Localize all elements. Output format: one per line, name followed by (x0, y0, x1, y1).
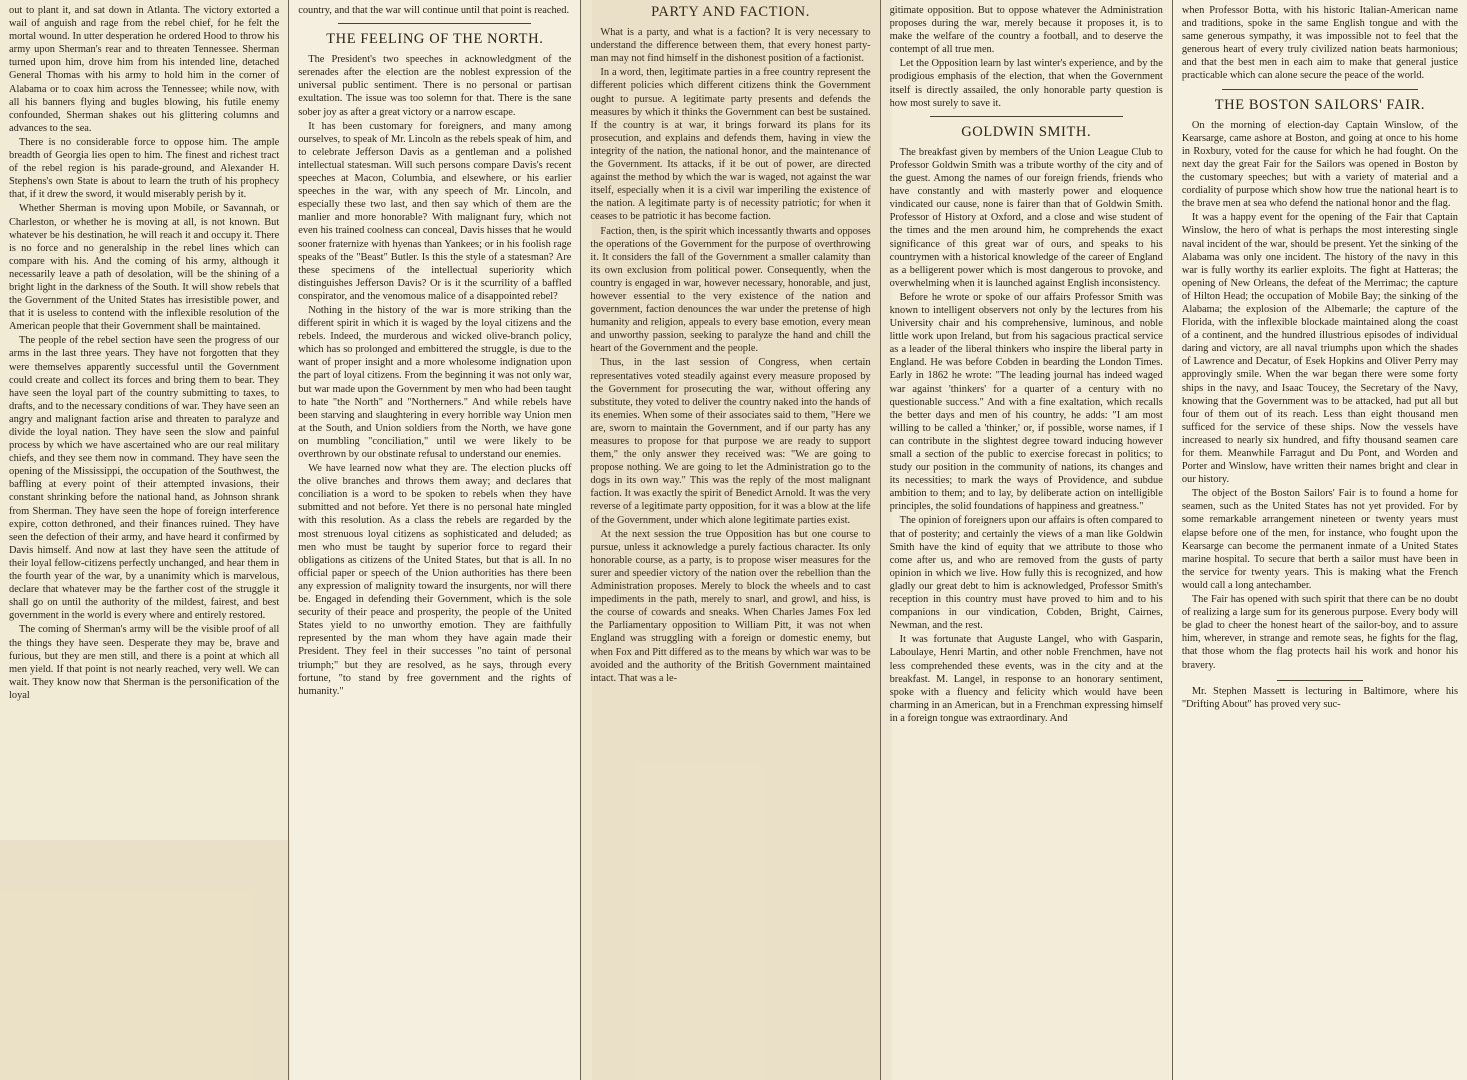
section-rule (1222, 89, 1418, 90)
paragraph: In a word, then, legitimate parties in a free country represent the different policies which different citizens think the Government ought to pursue. A legitimate party presents and defends the measures by which it thinks the Government can best be sustained. If the country is at war, it brings forward its plans for its prosecution, and explains and defends them, having in view the integrity of the nation, the national honor, and the maintenance of the Government. Its attacks, if it be out of power, are directed against the method by which the war is waged, not against the war itself, especially when it is a civil war imperiling the existence of the nation. A legitimate party is of necessity patriotic; for when it ceases to be patriotic it has become faction. (590, 67, 871, 223)
paragraph: The Fair has opened with such spirit that there can be no doubt of realizing a large sum for its generous purpose. Every body will be glad to cheer the honest heart of the sailor-boy, and to assure him, wherever, in strange and remote seas, he fights for the flag, that those whom the flag protects hail his work and honor his bravery. (1181, 594, 1459, 671)
paragraph: On the morning of election-day Captain Winslow, of the Kearsarge, came ashore at Boston, and going at once to his home in Roxbury, voted for the cause for which he had fought. On the next day the great Fair for the Sailors was opened in Boston by the customary speeches; but with a variety of material and a cordiality of purpose which show how true the national heart is to the brave men at sea who defend the national honor and the flag. (1181, 119, 1459, 210)
paragraph: when Professor Botta, with his historic Italian-American name and traditions, spoke in the same English tongue and with the same generous sympathy, it was impossible not to feel that the generous heart of every truly civilized nation beats harmonious; and that the best men in each aim to make that general justice practicable which can alone secure the peace of the world. (1181, 5, 1459, 82)
paragraph: At the next session the true Opposition has but one course to pursue, unless it acknowledge a purely factious character. Its only honorable course, as a party, is to propose wiser measures for the surer and speedier victory of the nation over the rebellion than the Administration proposes. Merely to block the wheels and to cast impediments in the path, merely to snarl, and growl, and hiss, is the course of cowards and sneaks. When Charles James Fox led the Parliamentary opposition to William Pitt, it was not when England was struggling with a foreign or domestic enemy, but when Fox and Pitt differed as to the means by which war was to be avoided and the authority of the British Government maintained intact. That was a le- (590, 528, 871, 684)
paragraph: Faction, then, is the spirit which incessantly thwarts and opposes the operations of the Government for the purpose of overthrowing it. It considers the fall of the Government a smaller calamity than its own exclusion from political power. Consequently, when the country is engaged in war, however necessary, honorable, and just, however essential to the very existence of the nation and government, faction denounces the war under the pretense of high humanity and religion, appeals to every base emotion, every mean and unworthy passion, seeking to paralyze the hand and chill the heart of the Government and the people. (590, 225, 871, 355)
section-rule (1277, 680, 1363, 681)
paragraph: out to plant it, and sat down in Atlanta. The victory extorted a wail of anguish and rage from the rebel chief, for he felt the mortal wound. In utter desperation he ordered Hood to throw his army upon Sherman's rear and to threaten Tennessee. Sherman turned upon him, drove him from his intended line, detached General Thomas with his army to hold him in the corner of Alabama or to coax him across the Tennessee; while now, with all his banners flying and bugles blowing, his futile enemy confounded, Sherman shakes out his glittering columns and advances to the sea. (9, 5, 280, 134)
paragraph: The coming of Sherman's army will be the visible proof of all the things they have seen. Desperate they may be, brave and furious, but they are men still, and there is a point at which all men yield. If that point is not nearly reached, very well. We can wait. They know now that Sherman is the personification of the loyal (9, 624, 280, 701)
article-heading-goldwin-smith: GOLDWIN SMITH. (961, 123, 1092, 140)
paragraph: Let the Opposition learn by last winter's experience, and by the prodigious emphasis of the election, that when the Government itself is directly assailed, the only honorable party question is how most surely to save it. (889, 58, 1163, 109)
paragraph: Nothing in the history of the war is more striking than the different spirit in which it is waged by the loyal citizens and the rebels. Indeed, the murderous and wicked olive-branch policy, which has so prolonged and embittered the struggle, is due to the want of proper insight and a more wholesome indignation upon the part of loyal citizens. From the beginning it was not only war, but war made upon the Government by men who had been taught to hate "the North" and "Northerners." And while rebels have been starving and slaughtering in every horrible way Union men at the South, and Union soldiers from the North, we have gone on mumbling "conciliation," until we were likely to be overthrown by our obstinate refusal to understand our enemies. (298, 304, 572, 460)
column-5 (1173, 0, 1467, 1080)
paragraph: The object of the Boston Sailors' Fair is to found a home for seamen, such as the United States has not yet provided. For by some remarkable arrangement nineteen or twenty years must elapse before one of the men, for instance, who fought upon the Kearsarge can become the permanent inmate of a United States marine hospital. To secure that berth a sailor must have been in the service for twenty years. This is making what the French would call a long antechamber. (1181, 488, 1459, 591)
paragraph: It was a happy event for the opening of the Fair that Captain Winslow, the hero of what is perhaps the most interesting single naval incident of the war, should be present. Yet the sinking of the Alabama was only one incident. The history of the navy in this war is fully worthy its earlier exploits. The fight at Hatteras; the opening of New Orleans, the defeat of the Merrimac; the capture of Hilton Head; the occupation of Mobile Bay; the sinking of the Alabama; the explosion of the Albemarle; the capture of the Florida, with the inflexible blockade maintained along the coast of a continent, and the hundred illustrious episodes of individual daring and victory, are all naval triumphs upon which the shades of Lawrence and Decatur, of Esek Hopkins and Oliver Perry may approvingly smile. When the war began there were some forty ships in the navy, and Isaac Toucey, the Secretary of the Navy, knowing that the Government was to be attacked, had put all but four of them out of its reach. Less than eight thousand men sufficed for the service of these ships. Now the vessels have increased to nearly six hundred, and fifty thousand seamen care for them. Meanwhile Farragut and Du Pont, and Worden and Porter and Winslow, have written their names bright and clear in our history. (1181, 212, 1459, 486)
article-heading-feeling-of-the-north: THE FEELING OF THE NORTH. (326, 31, 544, 48)
paragraph: The opinion of foreigners upon our affairs is often compared to that of posterity; and certainly the views of a man like Goldwin Smith have the kind of equity that we attribute to those who come after us, and who are removed from the gusts of party opinion in which we live. How fully this is recognized, and how gladly our great debt to him is acknowledged, Professor Smith's reception in this country must have proved to him and to his companions in our vindication, Cobden, Bright, Cairnes, Newman, and the rest. (889, 515, 1163, 632)
paragraph: We have learned now what they are. The election plucks off the olive branches and throws them away; and declares that conciliation is a word to be spoken to rebels when they have submitted and not before. Yet there is no personal hate mingled with this resolution. As a class the rebels are regarded by the most strenuous loyal citizens as sophisticated and deluded; as men who must be taught by superior force to regard their obligations as citizens of the United States, but that is all. In no official paper or speech of the Union authorities has there been any expression of malignity toward the insurgents, nor will there be. Engaged in defending their Government, which is the sole security of their peace and prosperity, the people of the United States yield to no unworthy emotion. They are faithfully represented by the man whom they have again made their President. They feel in their successes "no taint of personal triumph;" but they are resolved, as he says, through every fortune, "to stand by free government and the rights of humanity." (298, 463, 572, 697)
section-rule (930, 116, 1123, 117)
column-3 (581, 0, 879, 1080)
paragraph: What is a party, and what is a faction? It is very necessary to understand the difference between them, that every honest party-man may not find himself in the dishonest position of a factionist. (590, 27, 871, 65)
paragraph: Whether Sherman is moving upon Mobile, or Savannah, or Charleston, or whether he is moving at all, is not known. But whatever be his destination, he will reach it and occupy it. There is no force and no generalship in the rebel lines which can compare with his. And the coming of his army, although it necessarily leave a path of desolation, will be the shining of a bright light in the darkness of the South. It will show rebels that the Government of the United States has irresistible power, and that it is useless to contend with the inflexible resolution of the American people that their Government shall be maintained. (9, 203, 280, 333)
column-1 (0, 0, 288, 1080)
paragraph: It has been customary for foreigners, and many among ourselves, to speak of Mr. Lincoln as the rebels speak of him, and to celebrate Jefferson Davis as a gentleman and a polished intellectual statesman. Will such persons compare Davis's recent speeches at Macon, Columbia, and elsewhere, or his earlier speeches in the war, with any speech of Mr. Lincoln, and especially these two last, and then say which of them are the manlier and more honorable? With malignant fury, which not even his trained coolness can conceal, Davis hisses that he would sooner fraternize with hyenas than Yankees; or in his foolish rage speaks of the "Beast" Butler. Is this the style of a statesman? Are these specimens of the intellectual superiority which distinguishes Jefferson Davis? Or is it the scurrility of a baffled conspirator, and the venomous malice of a disappointed rebel? (298, 120, 572, 302)
paragraph: country, and that the war will continue until that point is reached. (298, 5, 570, 16)
paragraph: The breakfast given by members of the Union League Club to Professor Goldwin Smith was a tribute worthy of the city and of the guest. Among the names of our foreign friends, friends who have constantly and with masterly power and eloquence vindicated our cause, none is fairer than that of Goldwin Smith. Professor of History at Oxford, and a close and wise student of the times and the men around him, he comprehends the exact significance of this great war of ours, and speaks to his countrymen with a historical knowledge of the career of England as a belligerent power which is most dangerous to provoke, and overwhelming when it is launched against English inconsistency. (889, 146, 1163, 289)
article-heading-party-and-faction: PARTY AND FACTION. (651, 4, 810, 20)
section-rule (338, 23, 531, 24)
article-heading-boston-sailors-fair: THE BOSTON SAILORS' FAIR. (1214, 96, 1426, 113)
paragraph: There is no considerable force to oppose him. The ample breadth of Georgia lies open to him. The finest and richest tract of the rebel region is his parade-ground, and Alexander H. Stephens's own State is about to learn the truth of his prophecy that, if it drew the sword, it would miserably perish by it. (9, 136, 280, 201)
paragraph: Mr. Stephen Massett is lecturing in Baltimore, where his "Drifting About" has proved very suc- (1181, 685, 1459, 710)
paragraph: Thus, in the last session of Congress, when certain representatives voted steadily against every measure proposed by the Government for prosecuting the war, without offering any substitute, they voted to deliver the country naked into the hands of its enemies. When some of their associates said to them, "Here we are, sworn to maintain the Government, and if our party has any measures to propose for that purpose we are ready to support them," the only answer they received was: "We are going to propose nothing. We are going to let the Administration go to the dogs in its own way." This was the reply of the most malignant faction. It was exactly the spirit of Benedict Arnold. It was the very reverse of a legitimate party opposition, for it was a blow at the life of the Government, under which alone legitimate parties exist. (590, 357, 871, 526)
paragraph: Before he wrote or spoke of our affairs Professor Smith was known to intelligent observers not only by the lectures from his University chair and his comprehensive, luminous, and noble little work upon Ireland, but from his sagacious practical service as a leader of the liberal thinkers who inspire the liberal party in England. He was before Cobden in bearding the London Times. Early in 1862 he wrote: "The leading journal has indeed waged war against 'thinkers' for a quarter of a century with no questionable success." And with a fine exaltation, which recalls the better days and men of his country, he adds: "I am most willing to be called a 'thinker,' or, if possible, worse names, if I can contribute in the slightest degree toward inducing however small a section of the public to exercise forecast in politics; to study our position in the community of nations, its changes and its necessities; to mark the ways of Providence, and subdue ambition to them; and to lay, by deliberate action on intelligible principles, the solid foundations of happiness and greatness." (889, 291, 1163, 513)
paragraph: It was fortunate that Auguste Langel, who with Gasparin, Laboulaye, Henri Martin, and other noble Frenchmen, have not less comprehended these events, was in the city and at the breakfast. M. Langel, in response to an honorary sentiment, spoke with a fluency and felicity which would have been charming in an American, but in a Frenchman expressing himself in a foreign tongue was extraordinary. And (889, 634, 1163, 724)
column-4 (881, 0, 1172, 1080)
paragraph: The President's two speeches in acknowledgment of the serenades after the election are the noblest expression of the universal public sentiment. There is no personal or partisan exultation. The issue was too solemn for that. There is the sane sober joy as after a great victory or a narrow escape. (298, 54, 572, 118)
paragraph: gitimate opposition. But to oppose whatever the Administration proposes during the war, merely because it proposes it, is to make the welfare of the country a football, and to deserve the contempt of all true men. (889, 5, 1163, 56)
paragraph: The people of the rebel section have seen the progress of our arms in the last three years. They have not forgotten that they were themselves apparently successful until the Government could create and collect its forces and bring them to bear. They have seen the loyal part of the country submitting to taxes, to drafts, and to the necessary conditions of war. They have seen an angry and malignant faction arise and threaten to paralyze and divide the loyal nation. They have seen the slow and painful process by which we have ascertained who are our real military chiefs, and they see them now in command. They have seen the opening of the Mississippi, the occupation of the Southwest, the baffling at every point of their attempted invasions, their constant shrinking before the national hand, as Johnson shrank from Sherman. They have seen the hope of foreign interference expire, cotton dethroned, and their finances ruined. They have seen the defection of their army, and have heard it confirmed by Davis himself. And now at last they have seen the attitude of their loyal fellow-citizens perfectly unchanged, and hear them in the fourth year of the war, by a unanimity which is marvelous, declare that whatever may be the farther cost of the struggle it shall go on until the authority of the mildest, fairest, and best government in the world is every where and entirely restored. (9, 335, 280, 622)
column-2 (289, 0, 580, 1080)
